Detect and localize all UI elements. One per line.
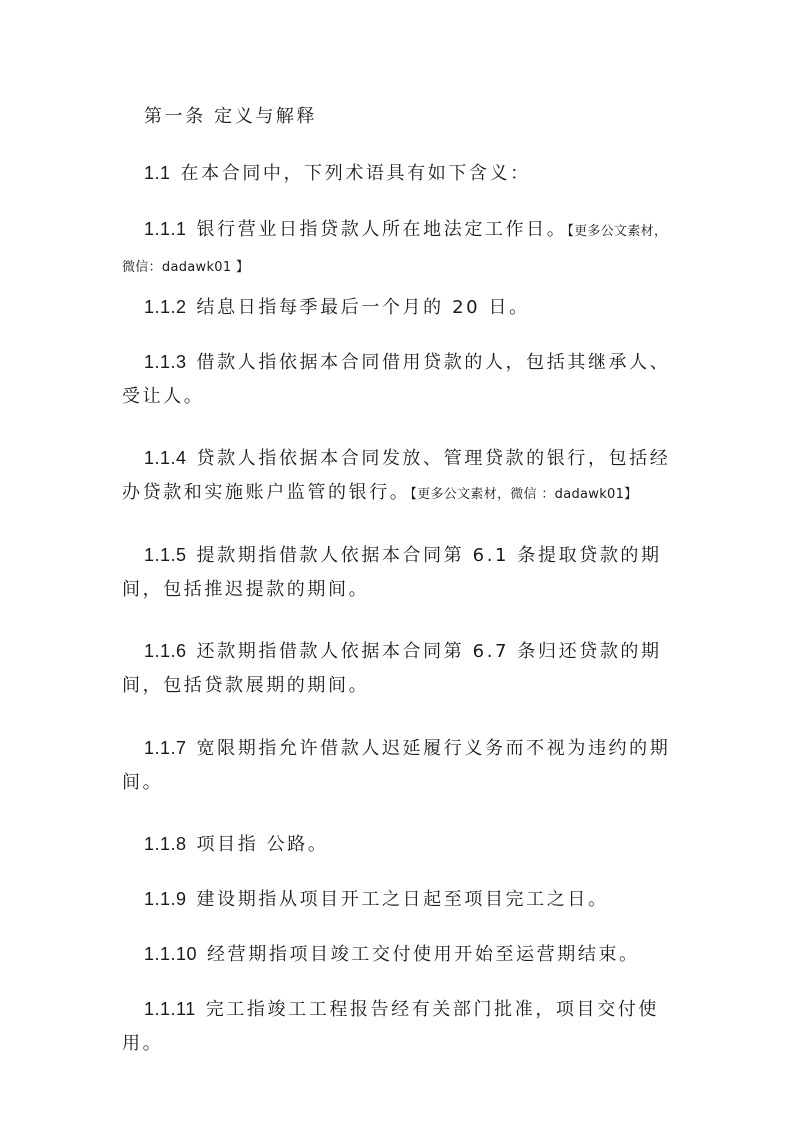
clause-number: 1.1 (144, 163, 171, 183)
clause-number: 1.1.5 (144, 545, 187, 565)
clause-1-1-2 (122, 290, 677, 325)
clause-text: 提款期指借款人依据本合同第 6.1 条提取贷款的期间，包括推迟提款的期间。 (122, 545, 662, 600)
clause-number: 1.1.7 (144, 738, 187, 758)
promo-note: 【更多公文素材，微信：dadawk01 】 (122, 224, 668, 275)
clause-text: 经营期指项目竣工交付使用开始至运营期结束。 (207, 944, 640, 965)
clause-text: 建设期指从项目开工之日起至项目完工之日。 (196, 889, 609, 910)
clause-text: 借款人指依据本合同借用贷款的人，包括其继承人、受让人。 (122, 352, 671, 407)
clause-number: 1.1.2 (144, 297, 187, 317)
clause-1-1-9 (122, 882, 677, 917)
clause-text: 完工指竣工工程报告经有关部门批准，项目交付使用。 (122, 999, 659, 1054)
clause-number: 1.1.10 (144, 944, 198, 964)
clause-number: 1.1.3 (144, 352, 187, 372)
clause-text: 银行营业日指贷款人所在地法定工作日。 (196, 219, 568, 240)
promo-note: 【更多公文素材，微信 ：dadawk01】 (410, 487, 638, 502)
article-heading: 第一条 定义与解释 (144, 106, 318, 127)
clause-number: 1.1.8 (144, 834, 187, 854)
clause-1-1-11 (122, 992, 677, 1061)
clause-number: 1.1.11 (144, 999, 196, 1019)
clause-number: 1.1.6 (144, 641, 187, 661)
clause-1-1-4 (122, 441, 677, 512)
clause-number: 1.1.9 (144, 889, 187, 909)
clause-text: 项目指 公路。 (196, 834, 329, 855)
clause-1-1-8 (122, 827, 677, 862)
clause-1-1-7 (122, 731, 677, 800)
clause-text: 还款期指借款人依据本合同第 6.7 条归还贷款的期间，包括贷款展期的期间。 (122, 641, 662, 696)
clause-text: 宽限期指允许借款人迟延履行义务而不视为违约的期间。 (122, 738, 671, 793)
clause-number: 1.1.1 (144, 219, 187, 239)
clause-1-1 (122, 156, 677, 191)
clause-number: 1.1.4 (144, 448, 187, 468)
clause-1-1-1 (122, 212, 677, 285)
clause-1-1-10 (122, 937, 677, 972)
clause-text: 在本合同中，下列术语具有如下含义： (180, 163, 531, 184)
clause-1-1-3 (122, 345, 677, 414)
clause-text: 贷款人指依据本合同发放、管理贷款的银行，包括经办贷款和实施账户监管的银行。 (122, 448, 671, 503)
clause-text: 结息日指每季最后一个月的 20 日。 (196, 297, 530, 318)
clause-1-1-5 (122, 538, 677, 607)
clause-1-1-6 (122, 634, 677, 703)
